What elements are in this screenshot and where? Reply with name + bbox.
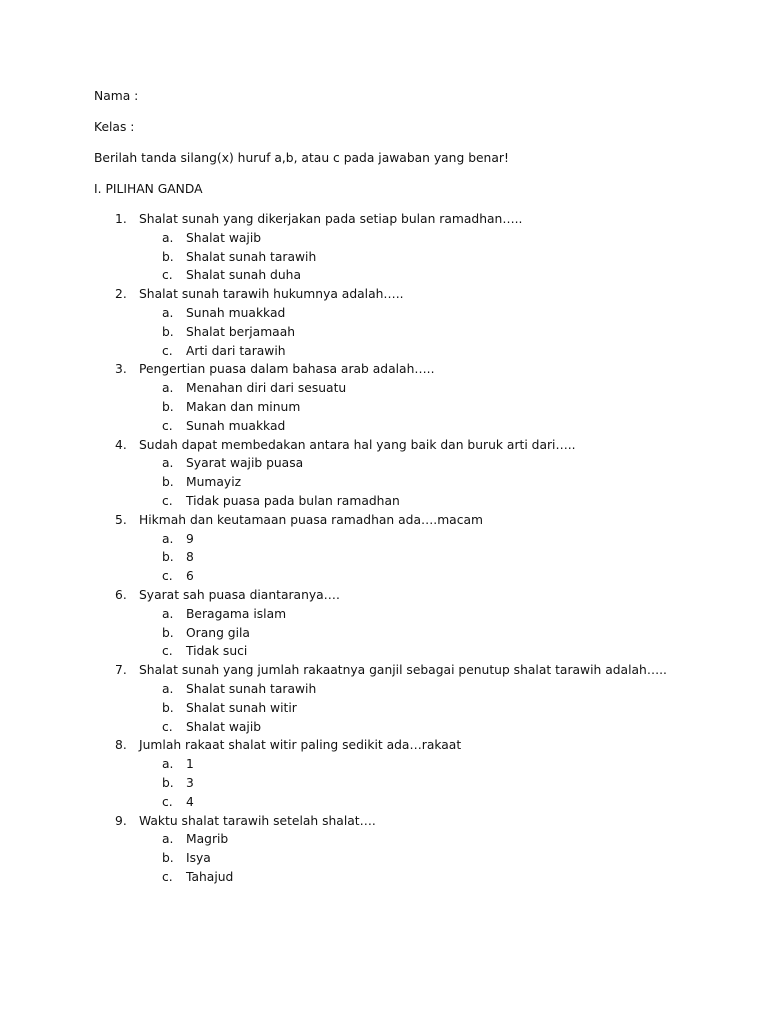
option-text: Mumayiz bbox=[186, 475, 242, 490]
answer-option bbox=[0, 324, 768, 343]
answer-option bbox=[0, 643, 768, 662]
option-letter: c. bbox=[162, 719, 173, 734]
option-letter: c. bbox=[162, 493, 173, 508]
question-number: 6. bbox=[115, 587, 127, 602]
question-text: Jumlah rakaat shalat witir paling sedikit ada…rakaat bbox=[139, 738, 462, 753]
answer-option bbox=[0, 343, 768, 362]
option-text: Tidak puasa pada bulan ramadhan bbox=[186, 493, 400, 508]
answer-option bbox=[0, 531, 768, 550]
question-item bbox=[0, 286, 768, 305]
option-letter: c. bbox=[162, 268, 173, 283]
answer-option bbox=[0, 305, 768, 324]
option-text: Isya bbox=[186, 851, 211, 866]
answer-option bbox=[0, 869, 768, 888]
option-letter: a. bbox=[162, 230, 174, 245]
question-item bbox=[0, 437, 768, 456]
option-letter: a. bbox=[162, 305, 174, 320]
option-letter: a. bbox=[162, 757, 174, 772]
option-text: Menahan diri dari sesuatu bbox=[186, 381, 347, 396]
option-letter: b. bbox=[162, 851, 174, 866]
option-letter: a. bbox=[162, 681, 174, 696]
option-text: 1 bbox=[186, 757, 194, 772]
option-text: Sunah muakkad bbox=[186, 418, 286, 433]
option-letter: a. bbox=[162, 832, 174, 847]
answer-option bbox=[0, 249, 768, 268]
option-letter: b. bbox=[162, 399, 174, 414]
question-text: Hikmah dan keutamaan puasa ramadhan ada….macam bbox=[139, 512, 483, 527]
instruction-text: Berilah tanda silang(x) huruf a,b, atau c pada jawaban yang benar! bbox=[94, 151, 509, 165]
answer-option bbox=[0, 399, 768, 418]
option-letter: b. bbox=[162, 700, 174, 715]
answer-option bbox=[0, 775, 768, 794]
answer-option bbox=[0, 549, 768, 568]
question-item bbox=[0, 512, 768, 531]
option-text: 6 bbox=[186, 569, 194, 584]
option-text: Shalat wajib bbox=[186, 230, 262, 245]
answer-option bbox=[0, 850, 768, 869]
option-letter: a. bbox=[162, 456, 174, 471]
answer-option bbox=[0, 625, 768, 644]
answer-option bbox=[0, 474, 768, 493]
answer-option bbox=[0, 380, 768, 399]
answer-option bbox=[0, 418, 768, 437]
option-letter: b. bbox=[162, 625, 174, 640]
option-text: Shalat sunah tarawih bbox=[186, 681, 317, 696]
option-letter: c. bbox=[162, 418, 173, 433]
option-letter: b. bbox=[162, 324, 174, 339]
question-item bbox=[0, 737, 768, 756]
option-letter: c. bbox=[162, 869, 173, 884]
answer-option bbox=[0, 700, 768, 719]
option-letter: c. bbox=[162, 569, 173, 584]
question-text: Syarat sah puasa diantaranya…. bbox=[139, 587, 340, 602]
question-text: Shalat sunah tarawih hukumnya adalah….. bbox=[139, 287, 404, 302]
option-letter: c. bbox=[162, 343, 173, 358]
option-text: Beragama islam bbox=[186, 606, 287, 621]
kelas-label: Kelas : bbox=[94, 120, 135, 134]
answer-option bbox=[0, 267, 768, 286]
option-text: Shalat wajib bbox=[186, 719, 262, 734]
question-number: 3. bbox=[115, 362, 127, 377]
option-text: 9 bbox=[186, 531, 194, 546]
option-letter: a. bbox=[162, 606, 174, 621]
option-text: Orang gila bbox=[186, 625, 250, 640]
question-number: 5. bbox=[115, 512, 127, 527]
option-text: Syarat wajib puasa bbox=[186, 456, 304, 471]
option-letter: b. bbox=[162, 475, 174, 490]
section-title: I. PILIHAN GANDA bbox=[94, 182, 203, 196]
option-text: 3 bbox=[186, 775, 194, 790]
option-text: Shalat berjamaah bbox=[186, 324, 296, 339]
answer-option bbox=[0, 230, 768, 249]
option-letter: c. bbox=[162, 794, 173, 809]
question-number: 7. bbox=[115, 663, 127, 678]
option-text: Shalat sunah duha bbox=[186, 268, 301, 283]
answer-option bbox=[0, 756, 768, 775]
question-number: 1. bbox=[115, 212, 127, 226]
question-item bbox=[0, 662, 768, 681]
question-text: Waktu shalat tarawih setelah shalat…. bbox=[139, 813, 376, 828]
question-number: 9. bbox=[115, 813, 127, 828]
option-text: Sunah muakkad bbox=[186, 305, 286, 320]
option-text: Shalat sunah witir bbox=[186, 700, 297, 715]
option-text: Shalat sunah tarawih bbox=[186, 249, 317, 264]
question-item bbox=[0, 211, 768, 230]
option-letter: a. bbox=[162, 531, 174, 546]
answer-option bbox=[0, 719, 768, 738]
answer-option bbox=[0, 455, 768, 474]
question-number: 8. bbox=[115, 738, 127, 753]
answer-option bbox=[0, 606, 768, 625]
option-text: Arti dari tarawih bbox=[186, 343, 286, 358]
nama-label: Nama : bbox=[94, 89, 139, 103]
option-letter: b. bbox=[162, 550, 174, 565]
option-letter: c. bbox=[162, 644, 173, 659]
option-letter: b. bbox=[162, 775, 174, 790]
option-text: Tahajud bbox=[186, 869, 234, 884]
answer-option bbox=[0, 831, 768, 850]
answer-option bbox=[0, 493, 768, 512]
question-number: 2. bbox=[115, 287, 127, 302]
option-letter: a. bbox=[162, 381, 174, 396]
question-text: Pengertian puasa dalam bahasa arab adalah….. bbox=[139, 362, 435, 377]
option-text: Makan dan minum bbox=[186, 399, 301, 414]
answer-option bbox=[0, 568, 768, 587]
answer-option bbox=[0, 681, 768, 700]
question-item bbox=[0, 587, 768, 606]
question-text: Shalat sunah yang dikerjakan pada setiap bulan ramadhan….. bbox=[139, 212, 523, 226]
question-list bbox=[0, 211, 768, 888]
question-item bbox=[0, 813, 768, 832]
question-number: 4. bbox=[115, 437, 127, 452]
question-text: Shalat sunah yang jumlah rakaatnya ganjil sebagai penutup shalat tarawih adalah….. bbox=[139, 663, 667, 678]
answer-option bbox=[0, 794, 768, 813]
question-item bbox=[0, 361, 768, 380]
question-text: Sudah dapat membedakan antara hal yang baik dan buruk arti dari….. bbox=[139, 437, 576, 452]
option-text: Tidak suci bbox=[186, 644, 248, 659]
option-text: 4 bbox=[186, 794, 194, 809]
option-text: Magrib bbox=[186, 832, 229, 847]
option-text: 8 bbox=[186, 550, 194, 565]
option-letter: b. bbox=[162, 249, 174, 264]
